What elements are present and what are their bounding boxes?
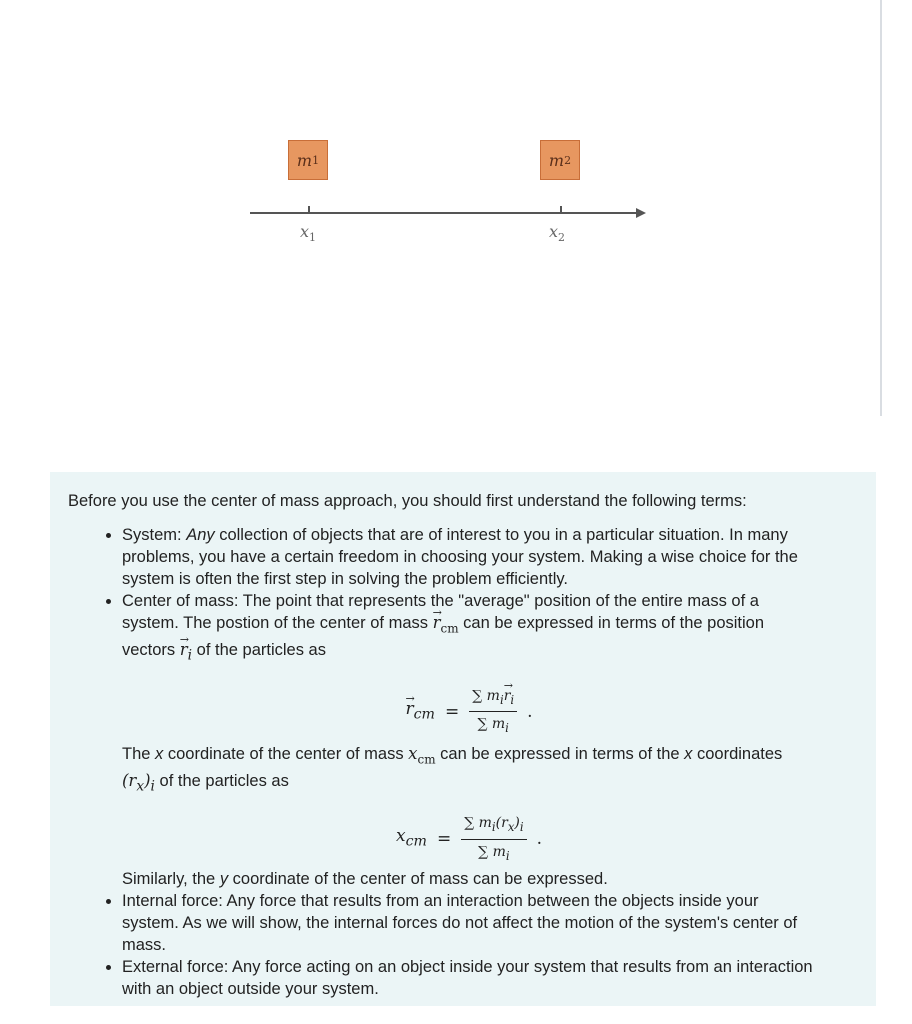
- x-text-3: can be expressed in terms of the: [435, 745, 685, 764]
- x1-var: x: [300, 222, 310, 241]
- x-cm-inline: $x_{cm}$: [408, 744, 436, 767]
- x-axis-arrowhead: [636, 208, 646, 218]
- x2-subscript: 2: [558, 231, 566, 245]
- system-emphasis: Any: [186, 526, 215, 544]
- right-divider: [880, 0, 882, 416]
- two-mass-diagram: [230, 130, 660, 260]
- x-text-2: coordinate of the center of mass: [163, 745, 409, 764]
- x2-label: [549, 222, 565, 244]
- system-lead: System:: [122, 526, 187, 544]
- com-text-3: of the particles as: [192, 641, 326, 660]
- x-cm-equation: $x_{cm}$ = $\frac{\sum m_i(r_x)_i}{\sum m_i}$ .: [122, 812, 816, 867]
- terms-panel: [50, 472, 876, 1006]
- x-text-1: The: [122, 745, 156, 764]
- y-coordinate-text: [122, 868, 816, 890]
- term-internal-force: • Internal force: Any force that results from an interaction between the objects inside your system. As we will show, the internal forces do not affect the motion of the system's center of mass.: [122, 890, 876, 956]
- r-cm-equation: → $r_{cm}$ = $\frac{\sum m_i\to r_i}{\sum m_i}$ .: [122, 685, 816, 740]
- terms-list: [68, 524, 876, 1000]
- mass-1-label: m: [296, 150, 313, 170]
- x2-var: x: [549, 222, 559, 241]
- x-variable-2: x: [684, 745, 693, 764]
- rx-i-inline: $(r_x)_i$: [122, 771, 155, 795]
- mass-1-block: [288, 140, 328, 180]
- r-cm-inline: → $r_{cm}$: [433, 613, 459, 632]
- mass-1-subscript: 1: [312, 153, 320, 167]
- y-text-2: coordinate of the center of mass can be expressed.: [228, 870, 608, 889]
- mass-2-label: m: [548, 150, 565, 170]
- intro-text: Before you use the center of mass approach, you should first understand the following terms:: [68, 492, 747, 510]
- x-variable: x: [155, 745, 164, 764]
- com-text-1: Center of mass: The point that represents the "average" position of the entire mass of a system. The postion of the center of mass: [122, 592, 759, 632]
- mass-2-block: [540, 140, 580, 180]
- system-description: collection of objects that are of interest to you in a particular situation. In many problems, you have a certain freedom in choosing your system. Making a wise choice for the system is often the first step in solving the problem efficiently.: [122, 526, 798, 588]
- mass-2-subscript: 2: [564, 153, 572, 167]
- x-text-4: coordinates: [692, 745, 783, 764]
- y-variable: y: [219, 870, 229, 889]
- x-coordinate-text: [122, 743, 816, 798]
- tick-x2: [560, 206, 562, 214]
- y-text-1: Similarly, the: [122, 870, 220, 889]
- x1-subscript: 1: [309, 231, 317, 245]
- term-center-of-mass: [122, 590, 876, 890]
- tick-x1: [308, 206, 310, 214]
- com-text-2: can be expressed in terms of the position vectors: [122, 614, 765, 660]
- term-system: [122, 524, 876, 590]
- x-text-5: of the particles as: [154, 772, 289, 791]
- r-i-inline: → $r_i$: [180, 640, 192, 659]
- x1-label: [300, 222, 316, 244]
- term-external-force: • External force: Any force acting on an object inside your system that results from an interaction with an object outside your system.: [122, 956, 876, 1000]
